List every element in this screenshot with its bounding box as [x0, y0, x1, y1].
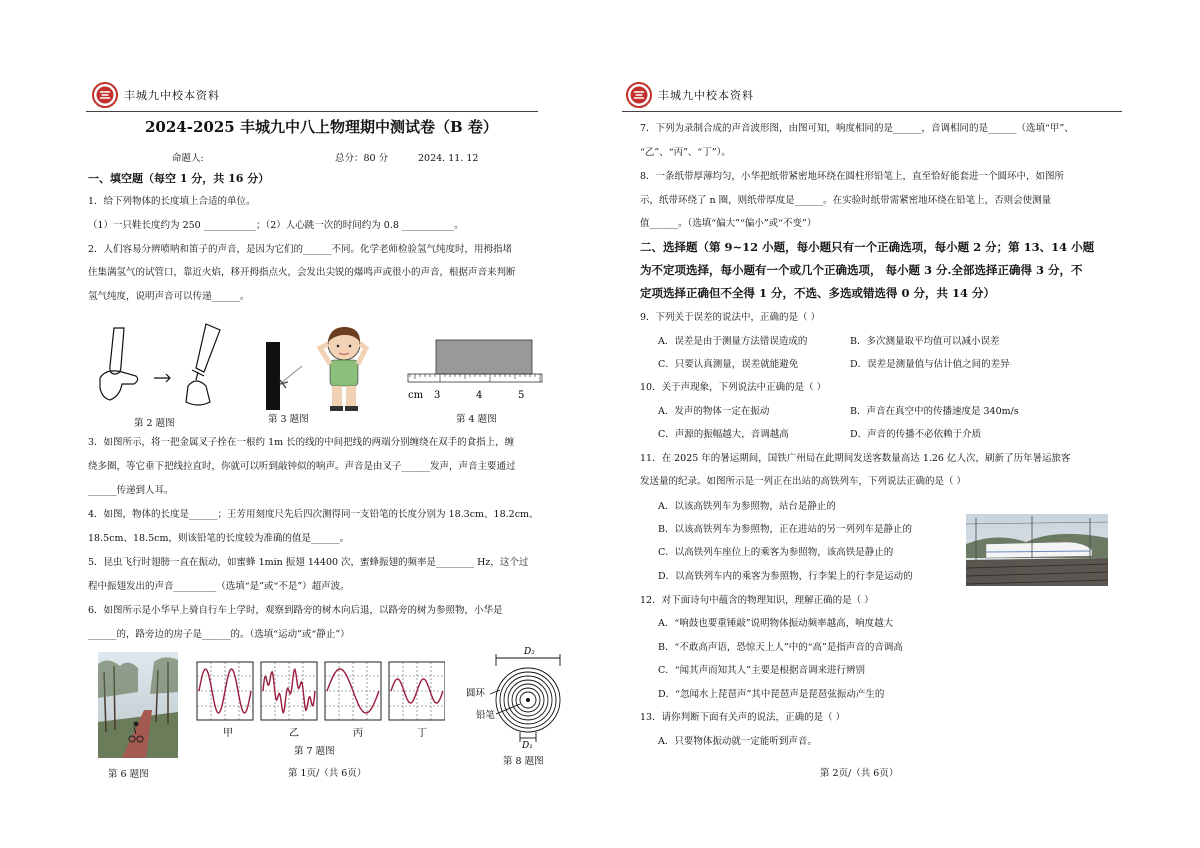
- school-name: 丰城九中校本资料: [124, 89, 220, 102]
- question-8-line-1: 8．一条纸带厚薄均匀，小华把纸带紧密地环绕在圆柱形铅笔上，直至恰好能套进一个圆环中，如图所: [640, 171, 1065, 182]
- question-13-option-a: A．只要物体振动就一定能听到声音。: [658, 736, 817, 747]
- question-1: 1．给下列物体的长度填上合适的单位。: [88, 196, 256, 207]
- question-11-option-a: A．以该高铁列车为参照物，站台是静止的: [658, 501, 836, 512]
- page-2-footer: 第 2页/（共 6页）: [820, 768, 899, 779]
- question-7-line-1: 7．下列为录制合成的声音波形图，由图可知，响度相同的是______，音调相同的是______（选填“甲”、: [640, 123, 1074, 134]
- header-rule: [622, 111, 1122, 112]
- question-13: 13．请你判断下面有关声的说法，正确的是（ ）: [640, 712, 846, 723]
- label-d2: D₂: [524, 647, 535, 657]
- wave-label-jia: 甲: [223, 728, 233, 739]
- question-9-option-d: D．误差是测量值与估计值之间的差异: [850, 359, 1010, 370]
- school-name: 丰城九中校本资料: [658, 89, 754, 102]
- section-2-heading-line-1: 二、选择题（第 9~12 小题，每小题只有一个正确选项，每小题 2 分；第 13、14 小题: [640, 240, 1095, 254]
- figure-6-cyclist-photo: [98, 652, 178, 758]
- figure-4-caption: 第 4 题图: [456, 414, 497, 425]
- page-header: [626, 80, 754, 110]
- question-8-line-2: 示，纸带环绕了 n 圈，则纸带厚度是______。在实验时纸带需紧密地环绕在铅笔上，否则会使测量: [640, 195, 1052, 206]
- question-3-line-3: ______传递到人耳。: [88, 485, 174, 496]
- ruler-tick-label: 3: [434, 390, 441, 401]
- question-7-line-2: “乙”、“丙”、“丁”）。: [640, 147, 731, 158]
- question-12-option-c: C．“闻其声而知其人”主要是根据音调来进行辨别: [658, 665, 865, 676]
- wave-label-yi: 乙: [289, 728, 299, 739]
- question-12-option-d: D．“忽闻水上琵琶声”其中琵琶声是琵琶弦振动产生的: [658, 689, 885, 700]
- question-11-option-b: B．以该高铁列车为参照物，正在进站的另一列列车是静止的: [658, 524, 912, 535]
- question-3-line-1: 3．如图所示，将一把金属叉子拴在一根约 1m 长的线的中间把线的两端分别缠绕在双手的食指上，缠: [88, 437, 515, 448]
- section-2-heading-line-2: 为不定项选择，每小题有一个或几个正确选项， 每小题 3 分.全部选择正确得 3 分，不: [640, 263, 1083, 277]
- question-12: 12．对下面诗句中蕴含的物理知识，理解正确的是（ ）: [640, 595, 874, 606]
- question-11-option-d: D．以高铁列车内的乘客为参照物，行李架上的行李是运动的: [658, 571, 913, 582]
- ruler-tick-label: 5: [518, 390, 525, 401]
- page-2: [600, 0, 1200, 848]
- question-12-option-b: B．“不敢高声语，恐惊天上人”中的“高”是指声音的音调高: [658, 642, 903, 653]
- page-header: [92, 80, 220, 110]
- school-seal-icon: [626, 82, 652, 108]
- question-4-line-2: 18.5cm、18.5cm，则该铅笔的长度较为准确的值是______。: [88, 533, 349, 544]
- page-1-footer: 第 1页/（共 6页）: [288, 768, 367, 779]
- figure-6-caption: 第 6 题图: [108, 769, 149, 780]
- question-9-option-b: B．多次测量取平均值可以减小误差: [850, 336, 1000, 347]
- question-11-line-1: 11．在 2025 年的暑运期间，国铁广州局在此期间发送客数量高达 1.26 亿人次，刷新了历年暑运旅客: [640, 453, 1071, 464]
- label-ring: 圆环: [466, 688, 486, 699]
- figure-7-caption: 第 7 题图: [294, 746, 335, 757]
- wave-label-ding: 丁: [417, 728, 427, 739]
- question-10-option-d: D．声音的传播不必依赖于介质: [850, 429, 982, 440]
- question-11-line-2: 发送量的纪录。如图所示是一列正在出站的高铁列车，下列说法正确的是（ ）: [640, 476, 967, 487]
- question-2-line-1: 2．人们容易分辨喷呐和笛子的声音，是因为它们的______不同。化学老师检验氢气纯度时，用拇指堵: [88, 244, 513, 255]
- question-9-option-a: A．误差是由于测量方法错误造成的: [658, 336, 808, 347]
- school-seal-icon: [92, 82, 118, 108]
- figure-3-boy-listening: [262, 322, 382, 414]
- question-4-line-1: 4．如图，物体的长度是______；王芳用刻度尺先后四次测得同一支铅笔的长度分别为 18.3cm、18.2cm、: [88, 509, 539, 520]
- figure-8-caption: 第 8 题图: [503, 756, 544, 767]
- question-10-option-a: A．发声的物体一定在振动: [658, 406, 770, 417]
- question-10-option-b: B．声音在真空中的传播速度是 340m/s: [850, 406, 1019, 417]
- exam-score: 总分：80 分: [335, 153, 389, 164]
- question-9: 9．下列关于误差的说法中，正确的是（ ）: [640, 312, 821, 323]
- ruler-unit: cm: [408, 390, 424, 401]
- figure-2-caption: 第 2 题图: [134, 418, 175, 429]
- figure-2-test-tube: [92, 316, 232, 412]
- header-rule: [86, 111, 538, 112]
- train-photo: [966, 514, 1108, 586]
- ruler-tick-label: 4: [476, 390, 483, 401]
- exam-date: 2024. 11. 12: [418, 153, 479, 164]
- question-1-sub: （1）一只鞋长度约为 250 ___________；（2）人心跳一次的时间约为 0.8 ___________。: [88, 220, 464, 231]
- section-2-heading-line-3: 定项选择正确但不全得 1 分，不选、多选或错选得 0 分，共 14 分）: [640, 286, 996, 300]
- figure-4-ruler: [404, 336, 548, 406]
- question-6-line-2: ______的，路旁边的房子是______的。（选填“运动”或“静止”）: [88, 629, 350, 640]
- question-5-line-1: 5．昆虫飞行时翅膀一直在振动，如蜜蜂 1min 振翅 14400 次，蜜蜂振翅的频率是________ Hz，这个过: [88, 557, 529, 568]
- question-3-line-2: 绕多圈，等它垂下把线拉直时，你就可以听到敲钟似的响声。声音是由叉子______发声，声音主要通过: [88, 461, 516, 472]
- question-2-line-2: 住集满氢气的试管口，靠近火焰，移开拇指点火，会发出尖锐的爆鸣声或很小的声音，根据声音来判断: [88, 267, 516, 278]
- exam-title: 2024-2025 丰城九中八上物理期中测试卷（B 卷）: [145, 118, 498, 136]
- question-9-option-c: C．只要认真测量，误差就能避免: [658, 359, 799, 370]
- section-1-heading: 一、填空题（每空 1 分，共 16 分）: [88, 172, 270, 185]
- question-5-line-2: 程中振翅发出的声音_________（选填“是”或“不是”）超声波。: [88, 581, 350, 592]
- label-d1: D₁: [522, 741, 533, 750]
- question-2-line-3: 氢气纯度，说明声音可以传递______。: [88, 291, 250, 302]
- figure-8-paper-coil: [462, 644, 562, 750]
- question-10: 10．关于声现象，下列说法中正确的是（ ）: [640, 382, 827, 393]
- question-11-option-c: C．以高铁列车座位上的乘客为参照物，该高铁是静止的: [658, 547, 894, 558]
- figure-7-waveforms: [195, 660, 445, 740]
- label-pencil: 铅笔: [476, 710, 496, 721]
- wave-label-bing: 丙: [353, 728, 363, 739]
- question-10-option-c: C．声源的振幅越大，音调越高: [658, 429, 789, 440]
- question-6-line-1: 6．如图所示是小华早上骑自行车上学时，观察到路旁的树木向后退，以路旁的树为参照物，小华是: [88, 605, 503, 616]
- figure-3-caption: 第 3 题图: [268, 414, 309, 425]
- question-8-line-3: 值______。（选填“偏大”“偏小”或“不变”）: [640, 218, 817, 229]
- exam-author: 命题人:: [172, 153, 204, 164]
- question-12-option-a: A．“响鼓也要重锤敲”说明物体振动频率越高，响度越大: [658, 618, 894, 629]
